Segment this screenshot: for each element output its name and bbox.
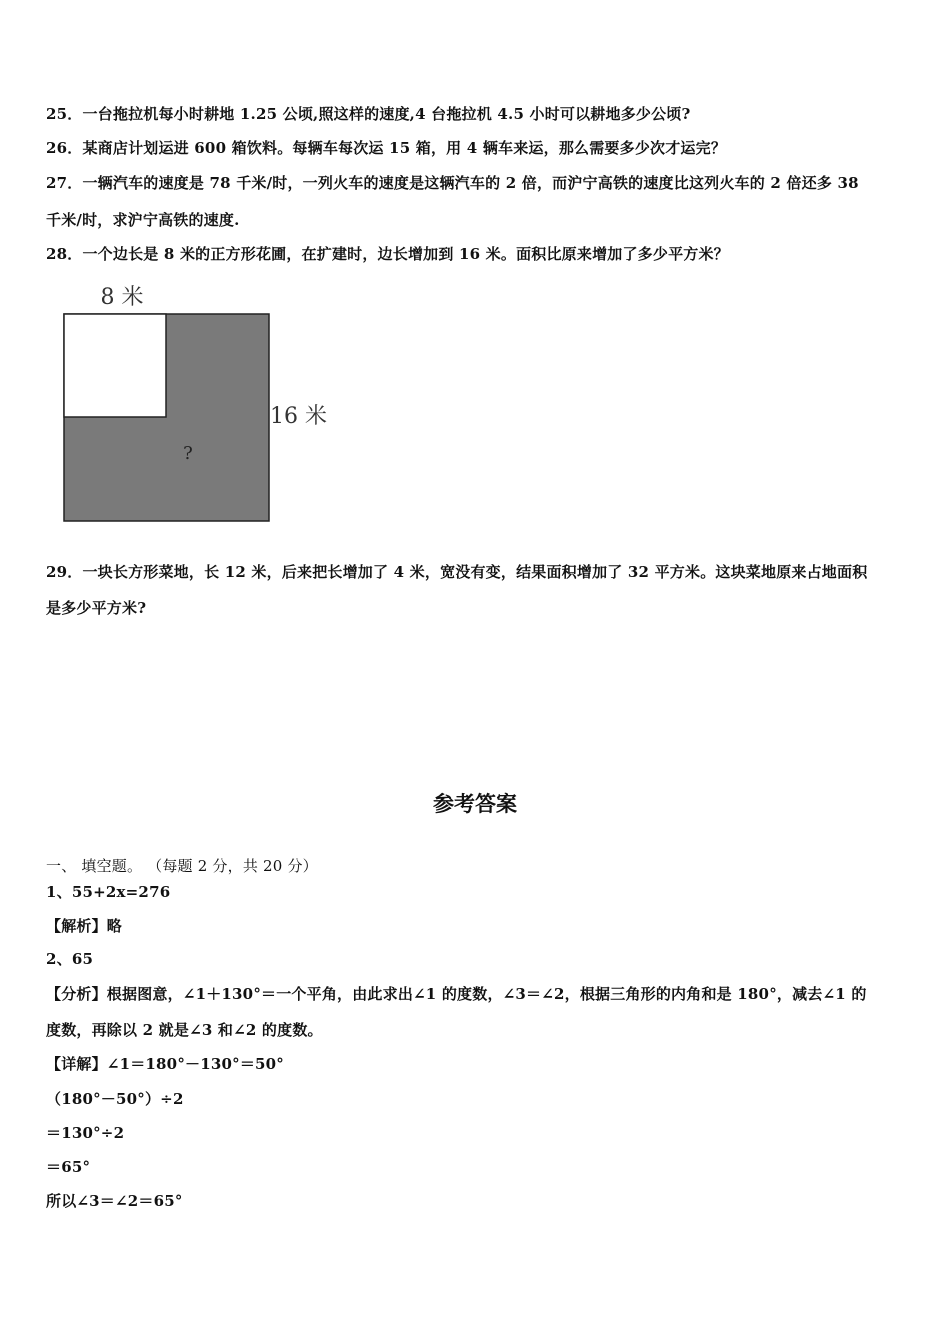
question-28: 28．一个边长是 8 米的正方形花圃，在扩建时，边长增加到 16 米。面积比原来增加了多少平方米？ xyxy=(46,245,729,263)
figure-unknown-area-label: ? xyxy=(183,443,193,464)
question-29-line-2: 是多少平方米? xyxy=(46,599,147,617)
answer-2-analysis-line-1: 【分析】根据图意，∠1＋130°＝一个平角，由此求出∠1 的度数，∠3＝∠2，根据三角形的内角和是 180°，减去∠1 的 xyxy=(46,985,867,1003)
question-27-line-2: 千米/时，求沪宁高铁的速度. xyxy=(46,211,240,229)
square-garden-figure xyxy=(56,278,346,530)
answer-2: 2、65 xyxy=(46,950,94,968)
calculation-step-1: （180°－50°）÷2 xyxy=(46,1090,184,1108)
calculation-step-3: ＝65° xyxy=(46,1158,91,1176)
figure-side-label: 16 米 xyxy=(270,404,327,429)
question-26: 26．某商店计划运进 600 箱饮料。每辆车每次运 15 箱，用 4 辆车来运，那么需要多少次才运完？ xyxy=(46,139,727,157)
answer-2-conclusion: 所以∠3＝∠2＝65° xyxy=(46,1192,183,1210)
calculation-step-2: ＝130°÷2 xyxy=(46,1124,125,1142)
question-25: 25．一台拖拉机每小时耕地 1.25 公顷,照这样的速度,4 台拖拉机 4.5 小时可以耕地多少公顷? xyxy=(46,105,691,123)
question-29-line-1: 29．一块长方形菜地，长 12 米，后来把长增加了 4 米，宽没有变，结果面积增加了 32 平方米。这块菜地原来占地面积 xyxy=(46,563,868,581)
answer-2-analysis-line-2: 度数，再除以 2 就是∠3 和∠2 的度数。 xyxy=(46,1021,323,1039)
answer-1: 1、55+2x=276 xyxy=(46,883,171,901)
figure-top-label: 8 米 xyxy=(100,285,144,310)
fill-blank-section-heading: 一、 填空题。 （每题 2 分，共 20 分） xyxy=(46,857,318,875)
answer-2-detail: 【详解】∠1＝180°－130°＝50° xyxy=(46,1055,285,1073)
answer-section-title: 参考答案 xyxy=(433,792,517,816)
answer-1-note: 【解析】略 xyxy=(46,917,123,935)
original-square xyxy=(64,314,166,417)
question-27-line-1: 27．一辆汽车的速度是 78 千米/时，一列火车的速度是这辆汽车的 2 倍，而沪宁高铁的速度比这列火车的 2 倍还多 38 xyxy=(46,174,859,192)
